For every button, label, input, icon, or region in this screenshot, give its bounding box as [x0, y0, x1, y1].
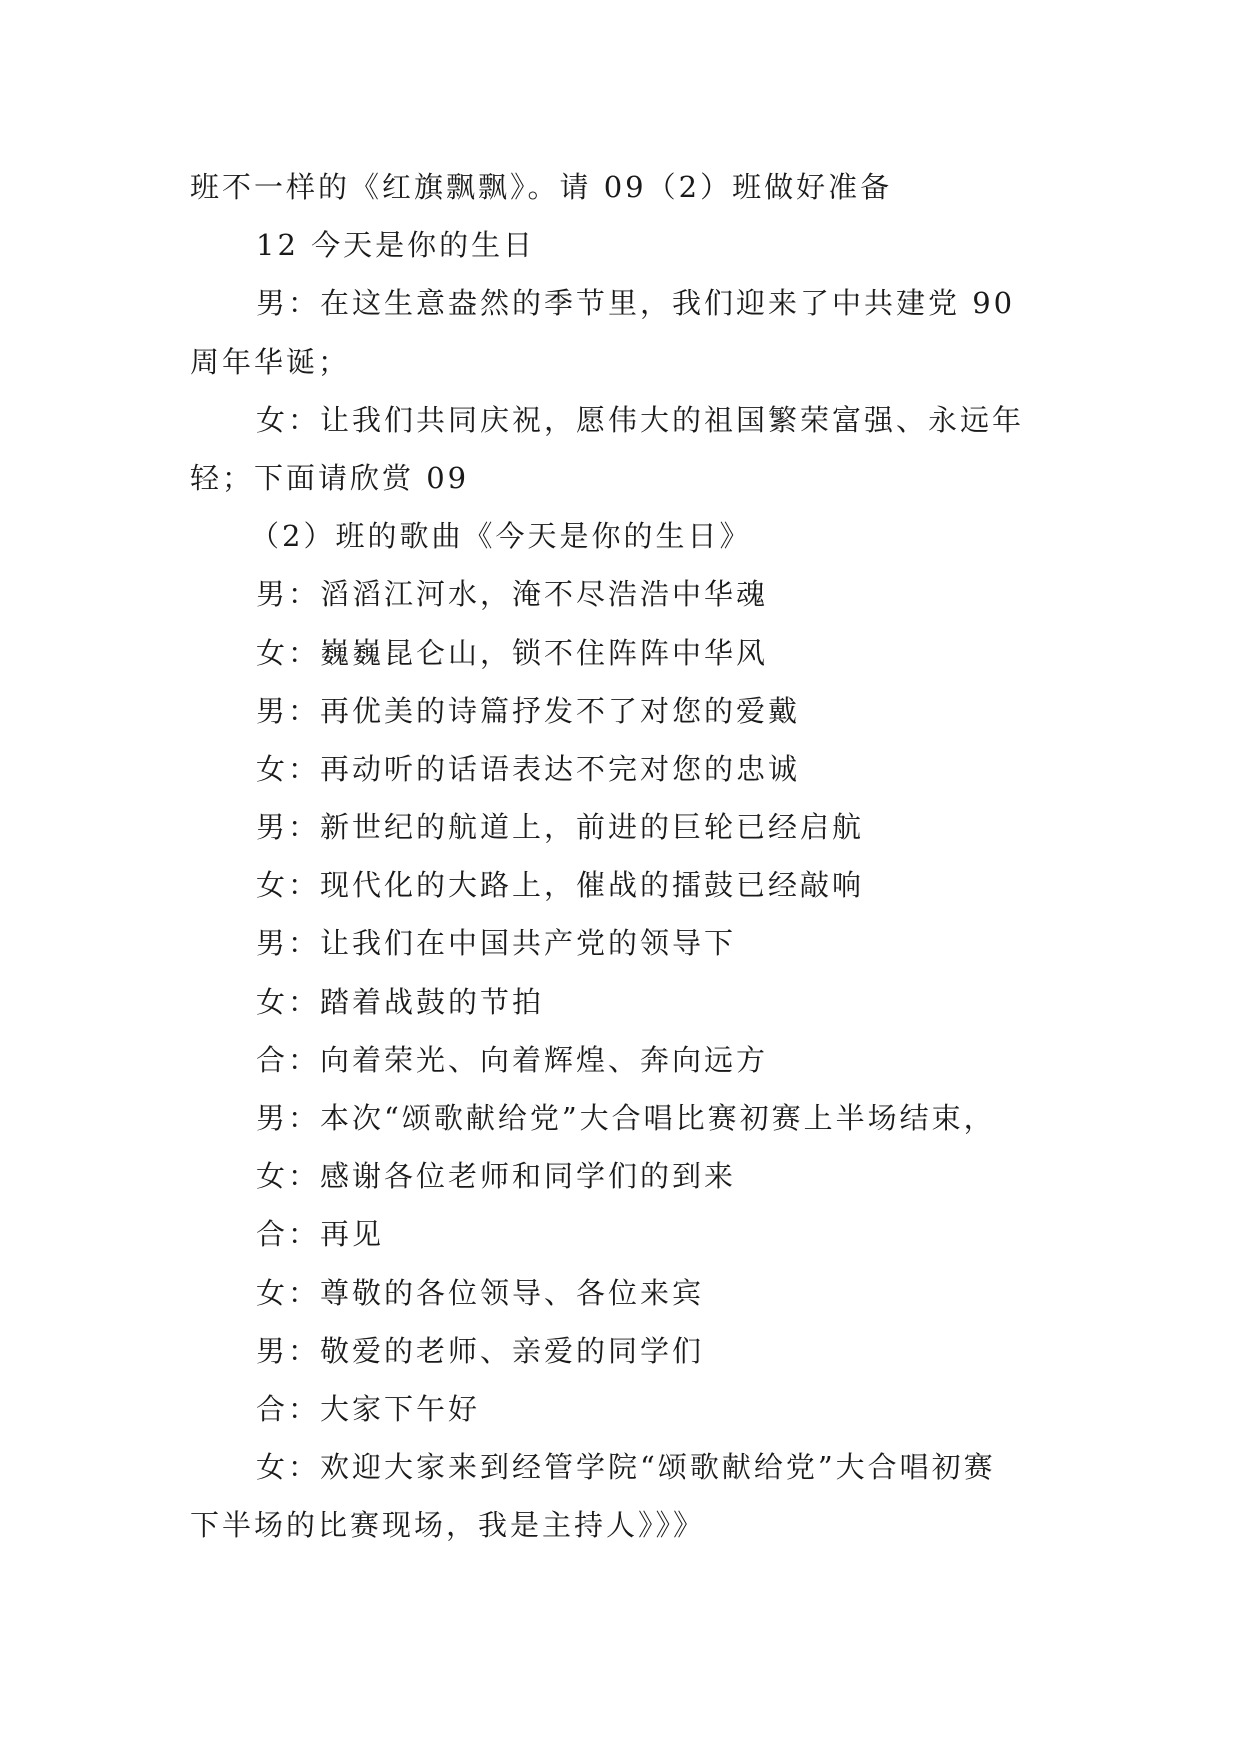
text-line: 下半场的比赛现场，我是主持人》》》: [190, 1508, 706, 1543]
text-line: 轻；下面请欣赏 09: [190, 460, 470, 495]
text-line: 男：让我们在中国共产党的领导下: [256, 926, 737, 961]
text-line: 男：敬爱的老师、亲爱的同学们: [256, 1333, 705, 1368]
text-line: 女：再动听的话语表达不完对您的忠诚: [256, 751, 801, 786]
text-line: 合：向着荣光、向着辉煌、奔向远方: [256, 1042, 769, 1077]
text-line: 男：再优美的诗篇抒发不了对您的爱戴: [256, 693, 801, 728]
text-line: 女：感谢各位老师和同学们的到来: [256, 1159, 737, 1194]
text-line: 12 今天是你的生日: [256, 228, 536, 263]
text-line: 女：欢迎大家来到经管学院“颂歌献给党”大合唱初赛: [256, 1450, 996, 1485]
text-line: 女：踏着战鼓的节拍: [256, 984, 545, 1019]
text-line: 男：在这生意盎然的季节里，我们迎来了中共建党 90: [256, 286, 1016, 321]
text-line: 男：本次“颂歌献给党”大合唱比赛初赛上半场结束，: [256, 1101, 996, 1135]
text-line: 周年华诞；: [190, 344, 351, 379]
text-line: 女：巍巍昆仑山，锁不住阵阵中华风: [256, 635, 769, 670]
text-line: 女：让我们共同庆祝，愿伟大的祖国繁荣富强、永远年: [256, 402, 1025, 437]
text-line: 合：再见: [256, 1217, 385, 1252]
text-line: 女：尊敬的各位领导、各位来宾: [256, 1275, 705, 1310]
text-line: 合：大家下午好: [256, 1391, 481, 1426]
text-line: （2）班的歌曲《今天是你的生日》: [250, 519, 752, 554]
text-line: 女：现代化的大路上，催战的擂鼓已经敲响: [256, 868, 865, 903]
text-line: 男：新世纪的航道上，前进的巨轮已经启航: [256, 810, 865, 845]
document-body: [190, 158, 1050, 1555]
text-line: 男：滔滔江河水，淹不尽浩浩中华魂: [256, 577, 769, 612]
text-line: 班不一样的《红旗飘飘》。请 09（2）班做好准备: [190, 170, 893, 204]
